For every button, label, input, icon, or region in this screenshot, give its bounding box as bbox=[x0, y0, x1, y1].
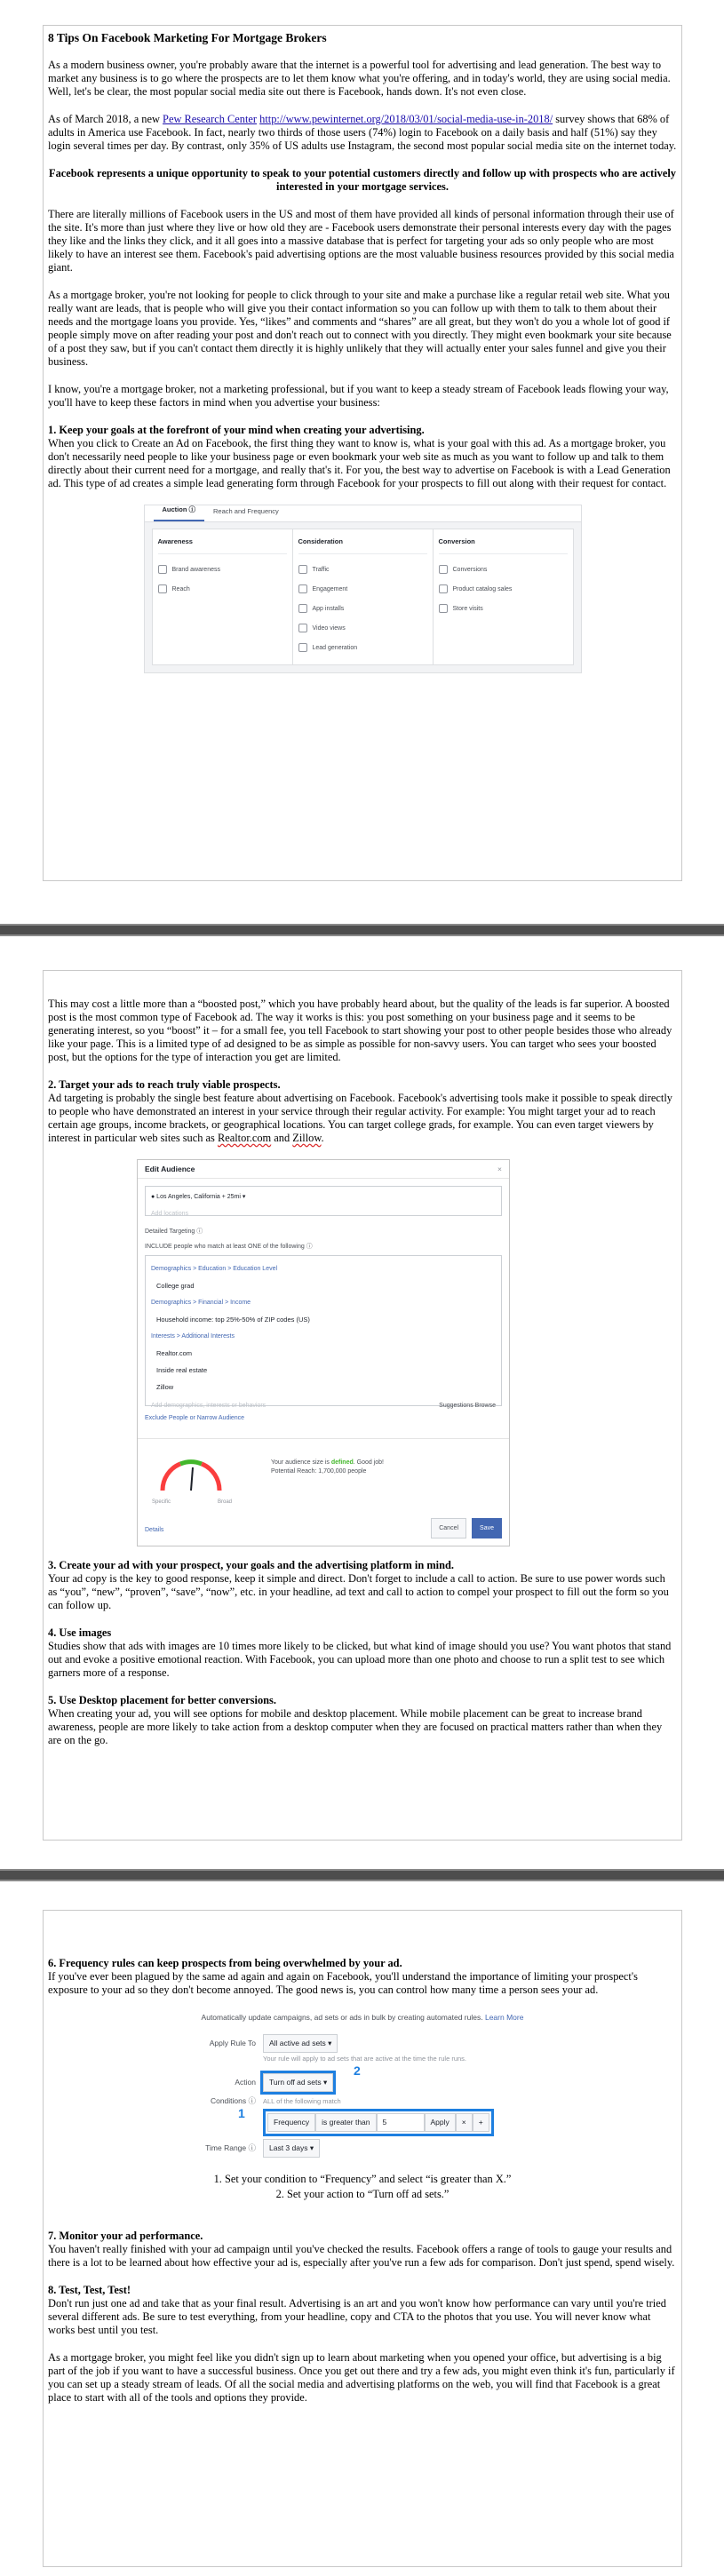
tip-8 bbox=[48, 2284, 677, 2337]
targeting-crumb: Interests > Additional Interests bbox=[151, 1333, 235, 1340]
know-paragraph: I know, you're a mortgage broker, not a marketing professional, but if you want to keep a steady stream of Facebook leads flowing your way, you'll have to keep these factors in mind when you advertise your business: bbox=[48, 383, 669, 409]
detailed-targeting-label: Detailed Targeting ⓘ bbox=[145, 1228, 203, 1235]
tip-7-heading: 7. Monitor your ad performance. bbox=[48, 2230, 203, 2242]
document-page-2 bbox=[43, 970, 682, 1841]
audience-footer bbox=[138, 1438, 509, 1546]
time-range-select[interactable]: Last 3 days ▾ bbox=[263, 2139, 320, 2158]
objective-columns bbox=[152, 529, 574, 665]
location-value: ● Los Angeles, California + 25mi ▾ bbox=[151, 1194, 246, 1200]
tip-4-heading: 4. Use images bbox=[48, 1626, 112, 1639]
condition-operator-select[interactable]: is greater than bbox=[315, 2113, 376, 2132]
targeting-box[interactable] bbox=[145, 1255, 502, 1409]
pew-research-link[interactable]: Pew Research Center bbox=[163, 113, 258, 125]
learn-more-link[interactable]: Learn More bbox=[484, 2013, 524, 2022]
time-range-row bbox=[131, 2139, 593, 2158]
remove-icon[interactable]: × bbox=[456, 2113, 473, 2132]
tip-5-body: When creating your ad, you will see options for mobile and desktop placement. While mobile placement can be great to increase brand awareness, people are more likely to take action from a desktop computer when they are focused on practical matters rather than when they are on the go. bbox=[48, 1707, 663, 1746]
intro-paragraph: As a modern business owner, you're probably aware that the internet is a powerful tool for advertising and lead generation. The best way to market any business is to go where the prospects are to let them know what you're offering, and in today's world, they are using social media. Well, let's be clear, the most popular social media site out there is Facebook, hands down. It's not even close. bbox=[48, 59, 671, 98]
tip-1-body: When you click to Create an Ad on Facebook, the first thing they want to know is, what is your goal with this ad. As a mortgage broker, you don't necessarily need people to like your business page or even bookmark your web site as much as you want to follow up and talk to them directly about their current need for a mortgage, and really that's it. For you, the best way to advertise on Facebook is with a Lead Generation ad. This type of ad creates a simple lead generating form through Facebook for your prospects to fill out along with their request for contact. bbox=[48, 437, 671, 489]
include-label: INCLUDE people who match at least ONE of the following ⓘ bbox=[145, 1244, 313, 1250]
action-row bbox=[131, 2073, 593, 2092]
pew-paragraph bbox=[48, 113, 677, 153]
action-label: Action bbox=[235, 2078, 256, 2087]
objective-icon bbox=[298, 584, 307, 593]
document-page-3 bbox=[43, 1910, 682, 2567]
document-page-1 bbox=[43, 25, 682, 881]
rules-intro: Automatically update campaigns, ad sets or ads in bulk by creating automated rules. Learn More bbox=[201, 2013, 524, 2022]
apply-rule-label: Apply Rule To bbox=[209, 2039, 256, 2047]
objective-icon bbox=[439, 604, 448, 613]
tip-5 bbox=[48, 1694, 677, 1747]
tip-1 bbox=[48, 424, 677, 490]
objective-option[interactable]: Engagement bbox=[298, 579, 427, 599]
tip-3-heading: 3. Create your ad with your prospect, your goals and the advertising platform in mind. bbox=[48, 1559, 454, 1571]
cancel-button[interactable]: Cancel bbox=[431, 1518, 466, 1538]
objective-option[interactable]: App installs bbox=[298, 599, 427, 618]
objective-icon bbox=[439, 565, 448, 574]
realtor-text: Realtor.com bbox=[217, 1132, 272, 1144]
add-locations-placeholder: Add locations bbox=[151, 1211, 189, 1217]
tip-6 bbox=[48, 1957, 677, 1997]
tip-4 bbox=[48, 1626, 677, 1680]
tip-4-body: Studies show that ads with images are 10 times more likely to be clicked, but what kind of image should you use? You want photos that stand out and evoke a positive emotional reaction. With Facebook, you can upload more than one photo and choose to run a split test to see which garners more of a response. bbox=[48, 1640, 672, 1679]
callout-number-1: 1 bbox=[238, 2106, 245, 2120]
audience-gauge-icon bbox=[155, 1455, 227, 1494]
tip-3-body: Your ad copy is the key to good response, keep it simple and direct. Don't forget to include a call to action. Be sure to use power words such as “you”, “new”, “proven”, “save”, “now”, etc. in your headline, ad text and call to action to compel your prospect to fill out the form so you can follow up. bbox=[48, 1572, 669, 1611]
objective-option[interactable]: Conversions bbox=[439, 560, 568, 579]
millions-paragraph: There are literally millions of Facebook users in the US and most of them have provided all kinds of personal information through their use of the site. It's more than just where they live or how old they are - Facebook users demonstrate their personal interests every day with the pages they like and the links they click, and it all goes into a massive database that is perfect for targeting your ads so only people who are most likely to have an interest see them. Facebook's paid advertising options are the most valuable business resources provided by this social media giant. bbox=[48, 208, 674, 274]
caption-1: 1. Set your condition to “Frequency” and select “is greater than X.” bbox=[213, 2173, 512, 2185]
condition-value-input[interactable]: 5 bbox=[377, 2113, 425, 2132]
zillow-text: Zillow bbox=[292, 1132, 322, 1144]
objective-option[interactable]: Product catalog sales bbox=[439, 579, 568, 599]
tip-6-body: If you've ever been plagued by the same ad again and again on Facebook, you'll understand the importance of limiting your prospect's exposure to your ad so they don't become annoyed. The good news is, you can control how many time a person sees your ad. bbox=[48, 1970, 638, 1996]
apply-hint-row bbox=[131, 2052, 593, 2065]
objective-icon bbox=[298, 624, 307, 632]
tip-5-heading: 5. Use Desktop placement for better conversions. bbox=[48, 1694, 276, 1706]
save-button[interactable]: Save bbox=[472, 1518, 502, 1538]
conversion-column bbox=[434, 529, 573, 664]
targeting-crumb: Demographics > Education > Education Level bbox=[151, 1266, 278, 1272]
objective-tabs bbox=[145, 505, 581, 522]
objective-icon bbox=[298, 643, 307, 652]
article-title: 8 Tips On Facebook Marketing For Mortgage Brokers bbox=[48, 31, 327, 44]
add-targeting-row bbox=[151, 1399, 496, 1412]
condition-row bbox=[131, 2106, 593, 2136]
details-link[interactable]: Details bbox=[145, 1527, 164, 1533]
close-icon[interactable]: × bbox=[497, 1164, 502, 1173]
suggestions-browse-links[interactable]: Suggestions Browse bbox=[439, 1403, 496, 1409]
targeting-value: College grad bbox=[156, 1282, 195, 1290]
pew-url-link[interactable]: http://www.pewinternet.org/2018/03/01/social-media-use-in-2018/ bbox=[259, 113, 553, 125]
tip-6-heading: 6. Frequency rules can keep prospects from being overwhelmed by your ad. bbox=[48, 1957, 402, 1969]
condition-metric-select[interactable]: Frequency bbox=[267, 2113, 315, 2132]
audience-description: Your audience size is defined. Good job! Potential Reach: 1,700,000 people bbox=[271, 1459, 384, 1475]
apply-rule-row bbox=[131, 2034, 593, 2053]
pew-text-a: As of March 2018, a new bbox=[48, 113, 163, 125]
awareness-header: Awareness bbox=[158, 535, 287, 554]
highlight-statement: Facebook represents a unique opportunity to speak to your potential customers directly and follow up with prospects who are actively interested in your mortgage services. bbox=[49, 167, 676, 193]
boost-paragraph: This may cost a little more than a “boosted post,” which you have probably heard about, but the quality of the leads is far superior. A boosted post is the most common type of Facebook ad. The way it works is this: you post something on your business page and it seems to be generating interest, so you “boost” it – for a small fee, you tell Facebook to start showing your post to other people besides those who already like your page. This is a limited type of ad designed to be as simple as possible for non-savvy users. You can target who sees your boosted post, but the options for the type of interaction you get are limited. bbox=[48, 998, 672, 1063]
add-condition-icon[interactable]: + bbox=[473, 2113, 489, 2132]
action-select[interactable]: Turn off ad sets ▾ bbox=[263, 2073, 333, 2092]
add-targeting-placeholder[interactable]: Add demographics, interests or behaviors bbox=[151, 1403, 267, 1409]
targeting-value: Inside real estate bbox=[156, 1366, 208, 1374]
automated-rules-screenshot bbox=[131, 2011, 593, 2219]
edit-audience-screenshot bbox=[137, 1159, 510, 1546]
page-separator bbox=[0, 1869, 724, 1881]
tip-7-body: You haven't really finished with your ad campaign until you've checked the results. Facebook offers a range of tools to gauge your results and there is a lot to be learned about how effective your ad is, especially after you've run a few ads for comparison. Don't just spend, spend wisely. bbox=[48, 2243, 675, 2269]
tip-1-heading: 1. Keep your goals at the forefront of your mind when creating your advertising. bbox=[48, 424, 425, 436]
exclude-link[interactable]: Exclude People or Narrow Audience bbox=[145, 1415, 245, 1421]
consideration-header: Consideration bbox=[298, 535, 427, 554]
location-field[interactable] bbox=[145, 1186, 502, 1216]
condition-editor bbox=[263, 2109, 494, 2136]
objective-option[interactable]: Video views bbox=[298, 618, 427, 638]
targeting-value: Zillow bbox=[156, 1383, 174, 1391]
tip-8-heading: 8. Test, Test, Test! bbox=[48, 2284, 131, 2296]
tab-reach-frequency[interactable]: Reach and Frequency bbox=[213, 507, 279, 515]
objective-option[interactable]: Brand awareness bbox=[158, 560, 287, 579]
time-range-label: Time Range ⓘ bbox=[205, 2143, 256, 2152]
objective-icon bbox=[298, 565, 307, 574]
tip-2-heading: 2. Target your ads to reach truly viable prospects. bbox=[48, 1078, 281, 1091]
targeting-value: Household income: top 25%-50% of ZIP codes (US) bbox=[156, 1316, 310, 1324]
page-separator bbox=[0, 924, 724, 936]
objective-icon bbox=[298, 604, 307, 613]
objective-option[interactable]: Store visits bbox=[439, 599, 568, 618]
dialog-buttons bbox=[431, 1518, 502, 1538]
conversion-header: Conversion bbox=[439, 535, 568, 554]
and-text: and bbox=[271, 1132, 293, 1144]
closing-paragraph: As a mortgage broker, you might feel like you didn't sign up to learn about marketing when you opened your office, but advertising is a big part of the job if you want to have a successful business. Once you get out there and try a few ads, you might even think it's fun, particularly if you can set up a steady stream of leads. Of all the social media and advertising platforms on the web, you will find that Facebook is a great place to start with all of the tools and options they provide. bbox=[48, 2351, 675, 2404]
objective-option[interactable]: Lead generation bbox=[298, 638, 427, 657]
objective-icon bbox=[439, 584, 448, 593]
gauge-broad-label: Broad bbox=[218, 1499, 233, 1505]
gauge-specific-label: Specific bbox=[152, 1499, 171, 1505]
objective-icon bbox=[158, 565, 167, 574]
conditions-label-row bbox=[131, 2095, 593, 2108]
tip-7 bbox=[48, 2230, 677, 2270]
pew-text-c: survey shows that 68% of adults in America use Facebook. In fact, nearly two thirds of those users (74%) login to Facebook on a daily basis and half (51%) say they login several times per day. By contrast, only 35% of US adults use Instagram, the second most popular social media site on the internet today. bbox=[48, 113, 677, 152]
objective-icon bbox=[158, 584, 167, 593]
edit-audience-header bbox=[138, 1160, 509, 1179]
targeting-crumb: Demographics > Financial > Income bbox=[151, 1300, 251, 1306]
apply-rule-select[interactable]: All active ad sets ▾ bbox=[263, 2034, 338, 2053]
caption-2: 2. Set your action to “Turn off ad sets.” bbox=[275, 2188, 450, 2200]
broker-paragraph: As a mortgage broker, you're not looking for people to click through to your site and make a purchase like a regular retail web site. What you really want are leads, that is people who will give you their contact information so you can follow up with them to talk to them about their needs and the mortgage loans you provide. Yes, “likes” and comments and “shares” are all great, but they won't do you a whole lot of good if people simply move on after reading your post and don't reach out to connect with you directly. They might even bookmark your site because of a post they saw, but if you can't contact them directly it is highly unlikely that they will actually enter your sales funnel and give you their business. bbox=[48, 289, 672, 368]
objective-option[interactable]: Reach bbox=[158, 579, 287, 599]
awareness-column bbox=[153, 529, 293, 664]
apply-hint: Your rule will apply to ad sets that are active at the time the rule runs. bbox=[263, 2055, 467, 2063]
conditions-hint: ALL of the following match bbox=[263, 2097, 341, 2105]
objective-option[interactable]: Traffic bbox=[298, 560, 427, 579]
ad-objective-screenshot bbox=[144, 505, 582, 673]
tip-3 bbox=[48, 1559, 677, 1612]
tip-2-body: Ad targeting is probably the single best feature about advertising on Facebook. Facebook's advertising tools make it possible to speak directly to people who have demonstrated an interest in your service through their regular activity. For example: You might target your ad to reach certain age groups, income brackets, or geographical locations. You can target college grads, for example. You can even target viewers by interest in particular web sites such as bbox=[48, 1092, 672, 1144]
apply-button[interactable]: Apply bbox=[425, 2113, 456, 2132]
figure-captions bbox=[131, 2171, 593, 2215]
potential-reach: Potential Reach: 1,700,000 people bbox=[271, 1468, 367, 1475]
tab-auction[interactable]: Auction ⓘ bbox=[154, 500, 205, 521]
callout-number-2: 2 bbox=[354, 2063, 361, 2078]
tip-2 bbox=[48, 1078, 677, 1145]
tip-8-body: Don't run just one ad and take that as your final result. Advertising is an art and you won't know how performance can vary until you're tried several different ads. Be sure to test everything, from your headline, copy and CTA to the photos that you use. You will never know what works best until you test. bbox=[48, 2297, 666, 2336]
period-text: . bbox=[321, 1132, 324, 1144]
conditions-label: Conditions ⓘ bbox=[210, 2096, 256, 2105]
consideration-column bbox=[293, 529, 434, 664]
targeting-value: Realtor.com bbox=[156, 1349, 193, 1357]
edit-audience-title: Edit Audience bbox=[145, 1164, 195, 1173]
